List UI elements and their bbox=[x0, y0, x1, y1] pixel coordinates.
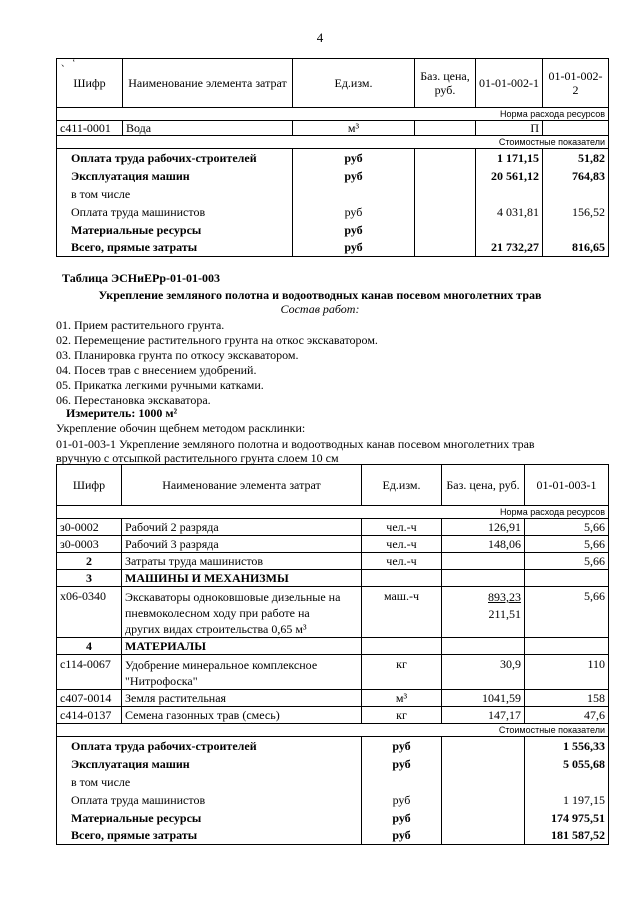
summary-name: Оплата труда рабочих-строителей bbox=[57, 737, 362, 755]
summary-name: Материальные ресурсы bbox=[57, 809, 362, 827]
summary-col2: 764,83 bbox=[543, 167, 609, 185]
summary-col1: 181 587,52 bbox=[525, 827, 609, 845]
summary-col1: 21 732,27 bbox=[476, 239, 543, 257]
header-marks: 、 ‛ bbox=[61, 58, 76, 68]
norm-label: Норма расхода ресурсов bbox=[57, 506, 609, 519]
cell-code: с407-0014 bbox=[57, 690, 122, 707]
cell-name: Семена газонных трав (смесь) bbox=[122, 707, 362, 724]
cell-name: Удобрение минеральное комплексное "Нитрофоска" bbox=[122, 655, 362, 690]
summary-unit: руб bbox=[362, 827, 442, 845]
cell-code: с114-0067 bbox=[57, 655, 122, 690]
cell-unit: чел.-ч bbox=[362, 519, 442, 536]
header-unit: Ед.изм. bbox=[362, 465, 442, 506]
cell-unit: м³ bbox=[293, 121, 415, 136]
cell-code: з0-0003 bbox=[57, 536, 122, 553]
cell-code: 3 bbox=[57, 570, 122, 587]
cell-col1: 110 bbox=[525, 655, 609, 690]
summary-name: Оплата труда машинистов bbox=[57, 791, 362, 809]
summary-unit: руб bbox=[362, 791, 442, 809]
header-unit: Ед.изм. bbox=[293, 59, 415, 108]
header-price: Баз. цена, руб. bbox=[442, 465, 525, 506]
summary-col2: 156,52 bbox=[543, 203, 609, 221]
work-step: 03. Планировка грунта по откосу экскаватором. bbox=[56, 348, 299, 362]
cell-price: 1041,59 bbox=[442, 690, 525, 707]
cell-name: Экскаваторы одноковшовые дизельные на пневмоколесном ходу при работе на других видах строительства 0,65 м³ bbox=[122, 587, 362, 638]
cell-col1: 5,66 bbox=[525, 519, 609, 536]
summary-col1: 1 171,15 bbox=[476, 149, 543, 167]
cell-col1: 5,66 bbox=[525, 536, 609, 553]
summary-unit: руб bbox=[293, 203, 415, 221]
work-step: 04. Посев трав с внесением удобрений. bbox=[56, 363, 257, 377]
resource-table-2 bbox=[56, 464, 609, 845]
summary-name: Эксплуатация машин bbox=[57, 167, 293, 185]
summary-name: Оплата труда рабочих-строителей bbox=[57, 149, 293, 167]
header-col1: 01-01-002-1 bbox=[476, 59, 543, 108]
summary-name: в том числе bbox=[57, 773, 362, 791]
summary-name: Материальные ресурсы bbox=[57, 221, 293, 239]
cell-col1: 5,66 bbox=[525, 553, 609, 570]
header-col2: 01-01-002-2 bbox=[543, 59, 609, 108]
header-col1: 01-01-003-1 bbox=[525, 465, 609, 506]
cell-code: з0-0002 bbox=[57, 519, 122, 536]
summary-name: Эксплуатация машин bbox=[57, 755, 362, 773]
summary-col1: 5 055,68 bbox=[525, 755, 609, 773]
summary-col1: 4 031,81 bbox=[476, 203, 543, 221]
work-heading: Состав работ: bbox=[280, 302, 360, 316]
cell-code: с411-0001 bbox=[57, 121, 123, 136]
cell-col1: 158 bbox=[525, 690, 609, 707]
table-subtitle: Укрепление земляного полотна и водоотводных канав посевом многолетних трав bbox=[98, 288, 542, 302]
cell-unit: чел.-ч bbox=[362, 553, 442, 570]
cost-label: Стоимостные показатели bbox=[57, 724, 609, 737]
cell-name: Земля растительная bbox=[122, 690, 362, 707]
cell-price bbox=[415, 121, 476, 136]
cell-name: МАТЕРИАЛЫ bbox=[122, 638, 362, 655]
cell-name: Рабочий 3 разряда bbox=[122, 536, 362, 553]
summary-unit: руб bbox=[362, 809, 442, 827]
work-step: 05. Прикатка легкими ручными катками. bbox=[56, 378, 264, 392]
summary-col1: 1 197,15 bbox=[525, 791, 609, 809]
summary-unit: руб bbox=[362, 737, 442, 755]
info-line: 01-01-003-1 Укрепление земляного полотна и водоотводных канав посевом многолетних трав bbox=[56, 437, 535, 451]
summary-unit: руб bbox=[362, 755, 442, 773]
header-price: Баз. цена, руб. bbox=[415, 59, 476, 108]
page-number: 4 bbox=[316, 30, 324, 45]
cell-price bbox=[442, 553, 525, 570]
cell-unit: кг bbox=[362, 655, 442, 690]
cell-col1: 47,6 bbox=[525, 707, 609, 724]
summary-col1: 20 561,12 bbox=[476, 167, 543, 185]
table-title: Таблица ЭСНиЕРр-01-01-003 bbox=[62, 271, 221, 285]
summary-col2: 51,82 bbox=[543, 149, 609, 167]
summary-col1: 1 556,33 bbox=[525, 737, 609, 755]
cell-price: 30,9 bbox=[442, 655, 525, 690]
summary-name: Всего, прямые затраты bbox=[57, 239, 293, 257]
cell-name: Рабочий 2 разряда bbox=[122, 519, 362, 536]
info-line: вручную с отсыпкой растительного грунта слоем 10 см bbox=[56, 451, 339, 465]
measure-unit: Измеритель: 1000 м² bbox=[66, 406, 178, 420]
cell-col1: 5,66 bbox=[525, 587, 609, 638]
cell-code: 2 bbox=[57, 553, 122, 570]
header-name: Наименование элемента затрат bbox=[123, 59, 293, 108]
cell-price: 893,23 211,51 bbox=[442, 587, 525, 638]
cell-unit: чел.-ч bbox=[362, 536, 442, 553]
cell-code: 4 bbox=[57, 638, 122, 655]
summary-name: Оплата труда машинистов bbox=[57, 203, 293, 221]
summary-col2: 816,65 bbox=[543, 239, 609, 257]
header-name: Наименование элемента затрат bbox=[122, 465, 362, 506]
cell-price: 147,17 bbox=[442, 707, 525, 724]
info-line: Укрепление обочин щебнем методом расклинки: bbox=[56, 421, 306, 435]
summary-unit: руб bbox=[293, 221, 415, 239]
cell-name: Затраты труда машинистов bbox=[122, 553, 362, 570]
resource-table-1 bbox=[56, 58, 609, 257]
cell-code: х06-0340 bbox=[57, 587, 122, 638]
summary-unit: руб bbox=[293, 167, 415, 185]
cost-label: Стоимостные показатели bbox=[57, 136, 609, 149]
cell-unit: м³ bbox=[362, 690, 442, 707]
summary-name: Всего, прямые затраты bbox=[57, 827, 362, 845]
work-step: 01. Прием растительного грунта. bbox=[56, 318, 225, 332]
summary-col1: 174 975,51 bbox=[525, 809, 609, 827]
summary-unit: руб bbox=[293, 149, 415, 167]
cell-unit: маш.-ч bbox=[362, 587, 442, 638]
norm-label: Норма расхода ресурсов bbox=[57, 108, 609, 121]
summary-unit: руб bbox=[293, 239, 415, 257]
cell-unit: кг bbox=[362, 707, 442, 724]
header-code: 、 ‛ Шифр bbox=[57, 59, 123, 108]
summary-name: в том числе bbox=[57, 185, 293, 203]
cell-col1: П bbox=[476, 121, 543, 136]
cell-price: 126,91 bbox=[442, 519, 525, 536]
header-code: Шифр bbox=[57, 465, 122, 506]
cell-name: МАШИНЫ И МЕХАНИЗМЫ bbox=[122, 570, 362, 587]
cell-code: с414-0137 bbox=[57, 707, 122, 724]
work-step: 02. Перемещение растительного грунта на откос экскаватором. bbox=[56, 333, 378, 347]
cell-name: Вода bbox=[123, 121, 293, 136]
work-step: 06. Перестановка экскаватора. bbox=[56, 393, 211, 407]
cell-price: 148,06 bbox=[442, 536, 525, 553]
cell-col2 bbox=[543, 121, 609, 136]
